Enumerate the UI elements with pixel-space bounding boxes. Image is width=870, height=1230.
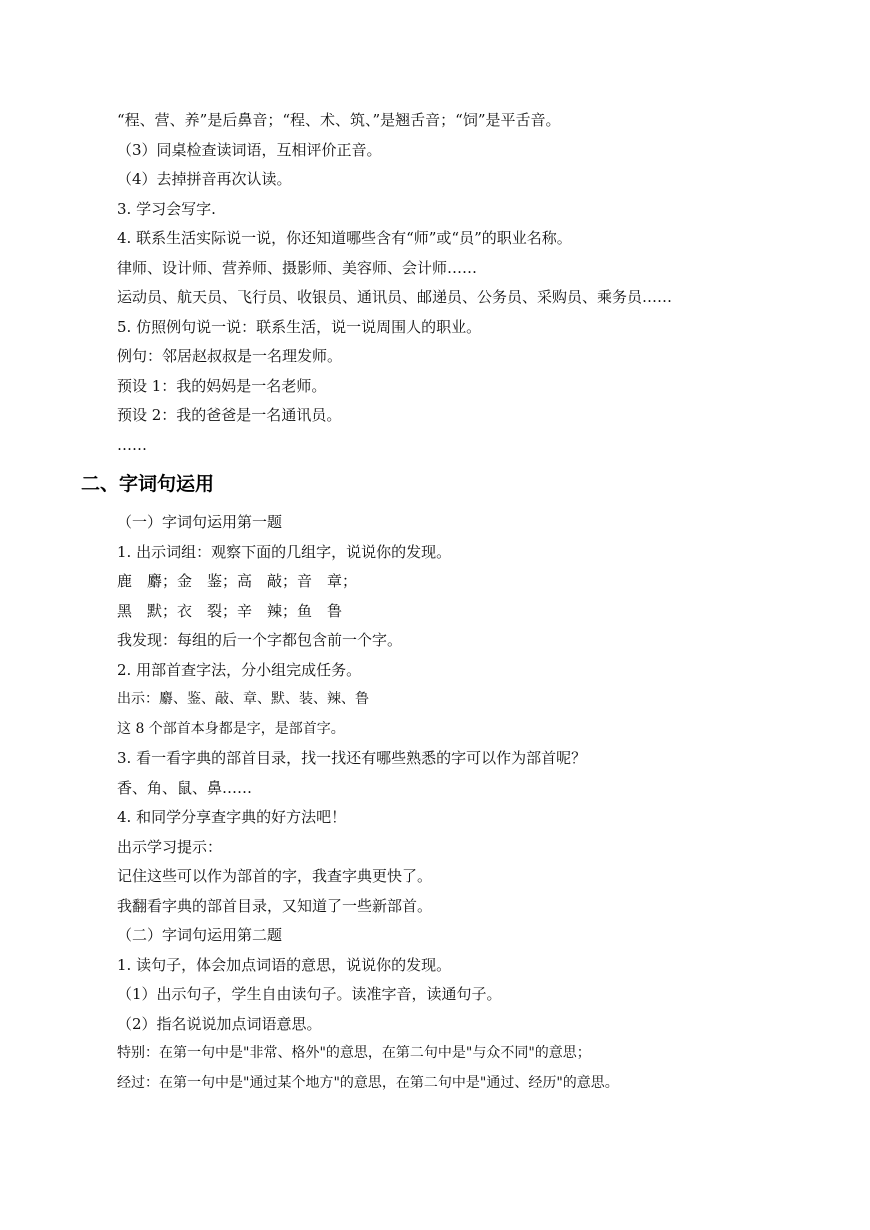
paragraph-line: 3. 学习会写字. bbox=[117, 199, 216, 218]
paragraph-line: 例句：邻居赵叔叔是一名理发师。 bbox=[117, 347, 343, 365]
paragraph-line: 1. 出示词组：观察下面的几组字，说说你的发现。 bbox=[117, 542, 452, 561]
paragraph-line: （3）同桌检查读词语，互相评价正音。 bbox=[117, 140, 382, 159]
paragraph-line: 2. 用部首查字法，分小组完成任务。 bbox=[117, 660, 362, 679]
paragraph-line: （2）指名说说加点词语意思。 bbox=[117, 1014, 322, 1033]
paragraph-line: （一）字词句运用第一题 bbox=[117, 513, 283, 531]
paragraph-line: 运动员、航天员、飞行员、收银员、通讯员、邮递员、公务员、采购员、乘务员…… bbox=[117, 288, 673, 306]
paragraph-line: （1）出示句子，学生自由读句子。读准字音，读通句子。 bbox=[117, 985, 502, 1003]
paragraph-line: 4. 联系生活实际说一说，你还知道哪些含有“师”或“员”的职业名称。 bbox=[117, 229, 572, 247]
paragraph-line: 香、角、鼠、鼻…… bbox=[117, 778, 253, 797]
paragraph-line: 我发现：每组的后一个字都包含前一个字。 bbox=[117, 631, 403, 649]
paragraph-line: （二）字词句运用第二题 bbox=[117, 926, 283, 944]
paragraph-line: 这 8 个部首本身都是字，是部首字。 bbox=[117, 720, 345, 737]
document-body bbox=[81, 106, 817, 1098]
paragraph-line: 3. 看一看字典的部首目录，找一找还有哪些熟悉的字可以作为部首呢？ bbox=[117, 749, 587, 767]
paragraph-line: 预设 2：我的爸爸是一名通讯员。 bbox=[117, 406, 342, 424]
paragraph-line: 我翻看字典的部首目录，又知道了一些新部首。 bbox=[117, 896, 433, 915]
section-heading: 二、字词句运用 bbox=[81, 473, 215, 495]
paragraph-line: 鹿 麝；金 鉴；高 敲；音 章； bbox=[117, 572, 358, 590]
paragraph-line: 1. 读句子，体会加点词语的意思，说说你的发现。 bbox=[117, 955, 452, 974]
paragraph-line: 5. 仿照例句说一说：联系生活，说一说周围人的职业。 bbox=[117, 317, 482, 336]
paragraph-line: 出示学习提示： bbox=[117, 837, 223, 856]
paragraph-line: 出示：麝、鉴、敲、章、默、装、辣、鲁 bbox=[117, 691, 369, 707]
paragraph-line: 黑 默；衣 裂；辛 辣；鱼 鲁 bbox=[117, 601, 343, 620]
paragraph-line: 经过：在第一句中是"通过某个地方"的意思，在第二句中是"通过、经历"的意思。 bbox=[117, 1074, 619, 1091]
paragraph-line: …… bbox=[117, 435, 147, 454]
paragraph-line: （4）去掉拼音再次认读。 bbox=[117, 170, 292, 188]
paragraph-line: 4. 和同学分享查字典的好方法吧！ bbox=[117, 808, 347, 826]
paragraph-line: 记住这些可以作为部首的字，我查字典更快了。 bbox=[117, 867, 433, 885]
paragraph-line: 预设 1：我的妈妈是一名老师。 bbox=[117, 376, 327, 395]
paragraph-line: “程、营、养”是后鼻音；“程、术、筑、”是翘舌音；“饲”是平舌音。 bbox=[117, 111, 561, 129]
paragraph-line: 特别：在第一句中是"非常、格外"的意思，在第二句中是"与众不同"的意思； bbox=[117, 1045, 591, 1061]
paragraph-line: 律师、设计师、营养师、摄影师、美容师、会计师…… bbox=[117, 258, 478, 277]
